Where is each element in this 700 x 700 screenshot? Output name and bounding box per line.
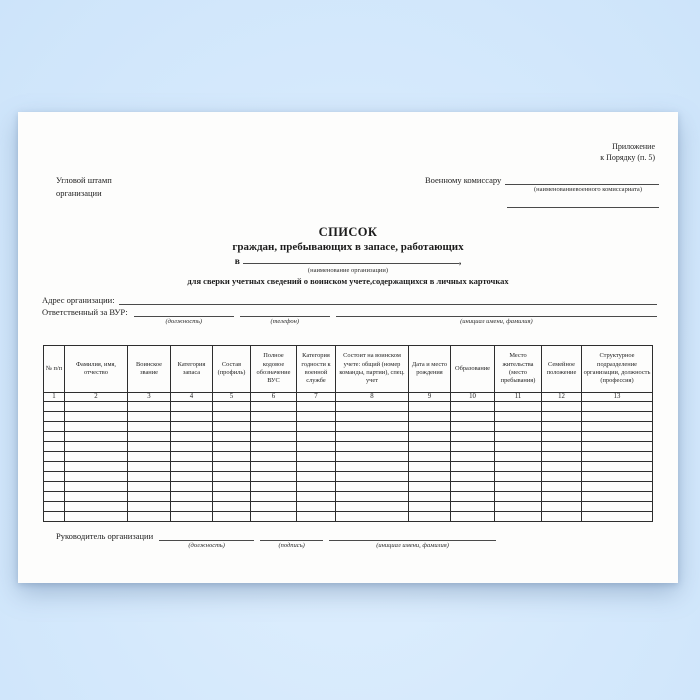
table-cell xyxy=(44,482,65,492)
column-number: 7 xyxy=(297,393,336,402)
table-cell xyxy=(251,442,297,452)
blank-line xyxy=(260,531,323,541)
table-cell xyxy=(495,472,542,482)
table-cell xyxy=(297,482,336,492)
column-number: 13 xyxy=(582,393,653,402)
table-cell xyxy=(213,512,251,522)
table-empty-rows xyxy=(44,402,653,522)
document-purpose: для сверки учетных сведений о воинском учете,содержащихся в личных карточках xyxy=(187,276,509,286)
table-header-row xyxy=(44,346,653,393)
table-cell xyxy=(297,472,336,482)
org-comma: , xyxy=(458,257,462,267)
table-row xyxy=(44,482,653,492)
stamp-line1: Угловой штамп xyxy=(56,175,112,185)
table-cell xyxy=(495,502,542,512)
table-row xyxy=(44,422,653,432)
column-header: Состав (профиль) xyxy=(213,346,251,393)
column-number: 12 xyxy=(542,393,582,402)
table-cell xyxy=(171,432,213,442)
appendix-line2: к Порядку (п. 5) xyxy=(600,153,655,163)
head-name-field xyxy=(329,531,496,550)
column-header: Категория запаса xyxy=(171,346,213,393)
phone-caption: (телефон) xyxy=(270,317,300,325)
table-cell xyxy=(495,442,542,452)
table-cell xyxy=(451,442,495,452)
table-cell xyxy=(297,492,336,502)
column-number: 8 xyxy=(336,393,409,402)
table-cell xyxy=(542,512,582,522)
responsible-row xyxy=(42,307,657,326)
table-row xyxy=(44,502,653,512)
table-cell xyxy=(297,462,336,472)
table-row xyxy=(44,462,653,472)
column-header: Категория годности к военной службе xyxy=(297,346,336,393)
table-row xyxy=(44,452,653,462)
table-cell xyxy=(65,492,128,502)
table-cell xyxy=(336,402,409,412)
table-cell xyxy=(128,442,171,452)
appendix-annotation xyxy=(600,141,655,163)
column-number: 2 xyxy=(65,393,128,402)
column-header: Семейное положение xyxy=(542,346,582,393)
table-cell xyxy=(251,482,297,492)
title-block xyxy=(18,225,678,286)
table-cell xyxy=(451,412,495,422)
table-cell xyxy=(451,482,495,492)
table-cell xyxy=(171,402,213,412)
table-cell xyxy=(171,462,213,472)
table-cell xyxy=(542,462,582,472)
table-cell xyxy=(409,442,451,452)
responsible-name-field xyxy=(336,307,657,326)
table-cell xyxy=(171,482,213,492)
position-caption: (должность) xyxy=(165,317,203,325)
table-cell xyxy=(251,452,297,462)
table-cell xyxy=(128,452,171,462)
column-header: Воинское звание xyxy=(128,346,171,393)
table-cell xyxy=(251,462,297,472)
org-prefix: в xyxy=(234,257,240,267)
table-cell xyxy=(582,442,653,452)
table-cell xyxy=(542,412,582,422)
table-cell xyxy=(213,412,251,422)
table-cell xyxy=(495,412,542,422)
table-cell xyxy=(44,432,65,442)
table-cell xyxy=(44,452,65,462)
appendix-line1: Приложение xyxy=(612,142,655,151)
roster-table xyxy=(43,345,653,522)
table-cell xyxy=(336,462,409,472)
blank-line xyxy=(159,531,254,541)
table-cell xyxy=(495,432,542,442)
table-cell xyxy=(128,472,171,482)
table-cell xyxy=(336,492,409,502)
table-cell xyxy=(451,512,495,522)
table-cell xyxy=(297,412,336,422)
table-cell xyxy=(297,502,336,512)
table-cell xyxy=(495,512,542,522)
head-signature-caption: (подпись) xyxy=(278,542,305,549)
table-cell xyxy=(171,442,213,452)
blank-line xyxy=(243,254,459,264)
table-cell xyxy=(409,502,451,512)
column-header: Структурное подразделение организации, должность (профессия) xyxy=(582,346,653,393)
table-cell xyxy=(409,422,451,432)
column-number: 3 xyxy=(128,393,171,402)
column-number: 10 xyxy=(451,393,495,402)
table-cell xyxy=(451,502,495,512)
table-cell xyxy=(128,482,171,492)
table-cell xyxy=(336,452,409,462)
table-cell xyxy=(451,472,495,482)
blank-line xyxy=(505,174,659,185)
table-row xyxy=(44,472,653,482)
commissar-row xyxy=(425,174,659,185)
table-cell xyxy=(213,492,251,502)
organization-caption: (наименование организации) xyxy=(307,267,389,274)
table-row xyxy=(44,402,653,412)
table-cell xyxy=(297,432,336,442)
signature-block xyxy=(56,531,496,550)
table-cell xyxy=(128,512,171,522)
table-cell xyxy=(251,472,297,482)
column-header: Место жительства (место пребывания) xyxy=(495,346,542,393)
blank-line xyxy=(507,194,659,208)
table-cell xyxy=(495,492,542,502)
column-header: № п/п xyxy=(44,346,65,393)
document-subtitle: граждан, пребывающих в запасе, работающих xyxy=(232,241,464,253)
table-cell xyxy=(542,452,582,462)
table-cell xyxy=(213,442,251,452)
address-block xyxy=(42,295,657,326)
name-caption: (инициал имени, фамилия) xyxy=(460,317,533,325)
table-cell xyxy=(251,492,297,502)
table-cell xyxy=(44,472,65,482)
blank-line xyxy=(336,307,657,317)
document-title: СПИСОК xyxy=(318,225,378,239)
table-cell xyxy=(44,502,65,512)
table-cell xyxy=(213,422,251,432)
table-cell xyxy=(128,422,171,432)
column-number: 11 xyxy=(495,393,542,402)
table-cell xyxy=(171,422,213,432)
table-cell xyxy=(44,462,65,472)
table-cell xyxy=(171,472,213,482)
head-signature-field xyxy=(260,531,323,550)
table-cell xyxy=(582,412,653,422)
table-cell xyxy=(128,432,171,442)
table-cell xyxy=(336,512,409,522)
head-position-caption: (должность) xyxy=(188,542,225,549)
table-cell xyxy=(336,482,409,492)
table-row xyxy=(44,512,653,522)
document-page xyxy=(18,112,678,583)
table-cell xyxy=(128,412,171,422)
table-cell xyxy=(297,512,336,522)
column-number: 6 xyxy=(251,393,297,402)
table-row xyxy=(44,492,653,502)
commissar-label: Военному комиссару xyxy=(425,175,502,185)
table-cell xyxy=(409,512,451,522)
table-cell xyxy=(44,402,65,412)
table-cell xyxy=(542,502,582,512)
table-cell xyxy=(542,492,582,502)
table-cell xyxy=(542,422,582,432)
table-cell xyxy=(65,432,128,442)
table-cell xyxy=(582,422,653,432)
blank-line xyxy=(134,307,234,317)
column-number: 4 xyxy=(171,393,213,402)
table-cell xyxy=(542,482,582,492)
address-label: Адрес организации: xyxy=(42,295,115,305)
responsible-position-field xyxy=(134,307,234,326)
table-cell xyxy=(213,452,251,462)
column-number: 9 xyxy=(409,393,451,402)
table-row xyxy=(44,442,653,452)
table-cell xyxy=(65,442,128,452)
table-cell xyxy=(297,402,336,412)
stamp-line2: организации xyxy=(56,187,102,198)
head-position-field xyxy=(159,531,254,550)
table-cell xyxy=(542,472,582,482)
table-cell xyxy=(44,512,65,522)
table-cell xyxy=(65,472,128,482)
table-cell xyxy=(495,452,542,462)
column-header: Фамилия, имя, отчество xyxy=(65,346,128,393)
blank-line xyxy=(119,295,657,305)
table-cell xyxy=(542,402,582,412)
table-cell xyxy=(451,492,495,502)
table-cell xyxy=(251,432,297,442)
table-cell xyxy=(44,412,65,422)
table-cell xyxy=(582,502,653,512)
table-cell xyxy=(44,442,65,452)
column-number: 1 xyxy=(44,393,65,402)
table-cell xyxy=(297,452,336,462)
table-cell xyxy=(128,462,171,472)
column-header: Образование xyxy=(451,346,495,393)
table-cell xyxy=(213,402,251,412)
table-cell xyxy=(336,472,409,482)
table-cell xyxy=(213,482,251,492)
table-cell xyxy=(451,452,495,462)
table-cell xyxy=(336,502,409,512)
table-cell xyxy=(65,502,128,512)
table-cell xyxy=(65,512,128,522)
table-cell xyxy=(213,472,251,482)
table-cell xyxy=(409,492,451,502)
column-header: Состоит на воинском учете: общий (номер команды, партии), спец. учет xyxy=(336,346,409,393)
table-cell xyxy=(409,452,451,462)
table-cell xyxy=(409,472,451,482)
table-cell xyxy=(213,432,251,442)
table-cell xyxy=(409,482,451,492)
table-cell xyxy=(251,412,297,422)
table-cell xyxy=(495,462,542,472)
table-cell xyxy=(251,402,297,412)
corner-stamp-note xyxy=(56,174,112,200)
table-cell xyxy=(336,442,409,452)
table-cell xyxy=(251,512,297,522)
head-label: Руководитель организации xyxy=(56,531,154,541)
table-cell xyxy=(451,422,495,432)
table-cell xyxy=(297,422,336,432)
table-cell xyxy=(65,412,128,422)
table-cell xyxy=(65,422,128,432)
table-cell xyxy=(65,462,128,472)
table-cell xyxy=(409,462,451,472)
table-cell xyxy=(128,402,171,412)
table-cell xyxy=(65,402,128,412)
table-cell xyxy=(582,452,653,462)
table-cell xyxy=(128,492,171,502)
table-cell xyxy=(171,452,213,462)
table-cell xyxy=(171,502,213,512)
column-header: Полное кодовое обозначение ВУС xyxy=(251,346,297,393)
table-cell xyxy=(451,462,495,472)
table-cell xyxy=(582,472,653,482)
table-cell xyxy=(582,462,653,472)
blank-line xyxy=(329,531,496,541)
table-cell xyxy=(336,422,409,432)
table-cell xyxy=(582,492,653,502)
table-cell xyxy=(409,432,451,442)
table-row xyxy=(44,432,653,442)
table-cell xyxy=(251,502,297,512)
table-cell xyxy=(213,502,251,512)
table-cell xyxy=(251,422,297,432)
table-cell xyxy=(44,422,65,432)
table-cell xyxy=(171,492,213,502)
table-cell xyxy=(582,432,653,442)
table-cell xyxy=(582,402,653,412)
table-cell xyxy=(44,492,65,502)
table-cell xyxy=(409,402,451,412)
table-number-row xyxy=(44,393,653,402)
table-cell xyxy=(542,432,582,442)
table-cell xyxy=(495,422,542,432)
table-cell xyxy=(495,402,542,412)
table-cell xyxy=(409,412,451,422)
table-cell xyxy=(65,452,128,462)
address-row xyxy=(42,295,657,306)
column-number: 5 xyxy=(213,393,251,402)
table-cell xyxy=(171,412,213,422)
organization-line xyxy=(18,254,678,267)
table-cell xyxy=(495,482,542,492)
table-cell xyxy=(542,442,582,452)
table-cell xyxy=(582,482,653,492)
table-cell xyxy=(128,502,171,512)
commissar-block xyxy=(425,174,659,208)
table-row xyxy=(44,412,653,422)
table-cell xyxy=(213,462,251,472)
table-cell xyxy=(171,512,213,522)
table-cell xyxy=(582,512,653,522)
table-cell xyxy=(451,402,495,412)
column-header: Дата и место рождения xyxy=(409,346,451,393)
table-cell xyxy=(451,432,495,442)
table-cell xyxy=(336,432,409,442)
table-cell xyxy=(297,442,336,452)
responsible-phone-field xyxy=(240,307,330,326)
table-cell xyxy=(65,482,128,492)
head-name-caption: (инициал имени, фамилия) xyxy=(376,542,449,549)
responsible-label: Ответственный за ВУР: xyxy=(42,306,128,317)
commissar-caption: (наименованиевоенного комиссариата) xyxy=(534,186,642,193)
blank-line xyxy=(240,307,330,317)
table-cell xyxy=(336,412,409,422)
